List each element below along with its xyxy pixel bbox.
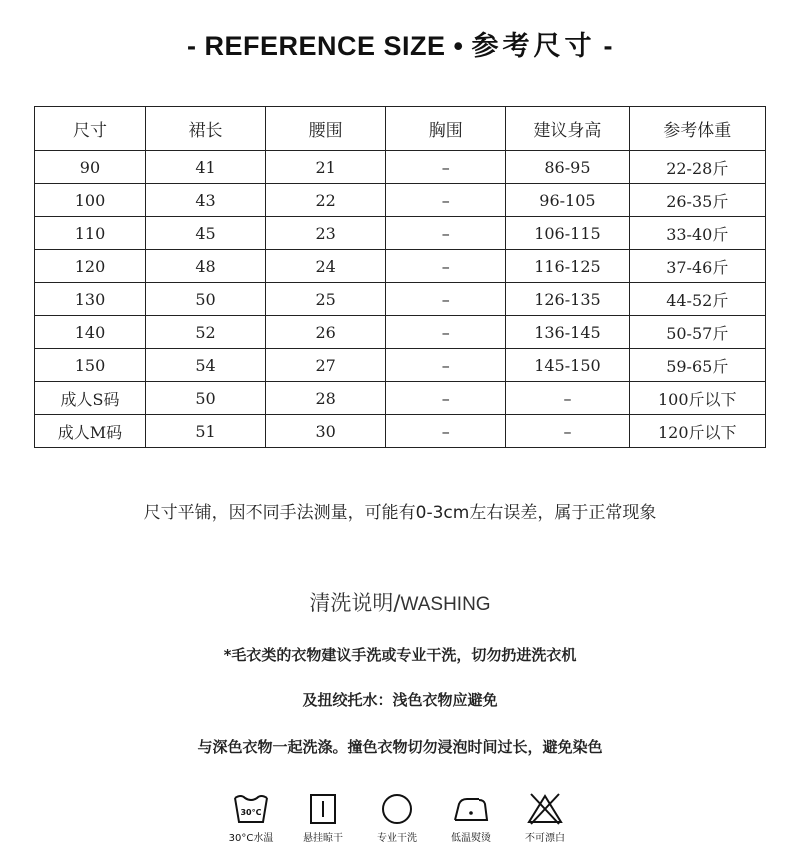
table-cell: 116-125 [506, 250, 629, 283]
table-cell: 28 [266, 382, 386, 415]
table-cell: 96-105 [506, 184, 629, 217]
table-cell: – [386, 151, 506, 184]
table-header-row [35, 107, 766, 151]
table-cell: 50-57斤 [629, 316, 765, 349]
table-cell: – [506, 415, 629, 448]
table-cell: 100斤以下 [629, 382, 765, 415]
table-cell: 52 [145, 316, 265, 349]
size-table [34, 106, 766, 448]
washing-line-1: *毛衣类的衣物建议手洗或专业干洗，切勿扔进洗衣机 [223, 646, 577, 664]
wash-temp-text: 30°C [240, 808, 262, 817]
table-cell: 86-95 [506, 151, 629, 184]
table-cell: – [386, 382, 506, 415]
washing-line-2: 及扭绞托水：浅色衣物应避免 [302, 691, 498, 709]
page-title [0, 24, 800, 63]
table-cell: 22-28斤 [629, 151, 765, 184]
table-cell: 140 [35, 316, 146, 349]
washing-line-3: 与深色衣物一起洗涤。撞色衣物切勿浸泡时间过长，避免染色 [197, 738, 603, 756]
care-label-dry-clean: 专业干洗 [377, 833, 417, 844]
column-header-height: 建议身高 [506, 107, 629, 151]
table-cell: 成人S码 [35, 382, 146, 415]
care-label-iron: 低温熨烫 [451, 833, 491, 844]
table-cell: 50 [145, 382, 265, 415]
dry-clean-icon [377, 792, 417, 826]
table-cell: 90 [35, 151, 146, 184]
table-cell: 26 [266, 316, 386, 349]
table-cell: 41 [145, 151, 265, 184]
table-cell: 33-40斤 [629, 217, 765, 250]
title-end: - [603, 31, 613, 61]
table-cell: 48 [145, 250, 265, 283]
column-header-size: 尺寸 [35, 107, 146, 151]
table-cell: 43 [145, 184, 265, 217]
title-cn: 参考尺寸 [471, 31, 596, 62]
hang-dry-icon [303, 792, 343, 826]
care-label-wash: 30°C水温 [228, 833, 274, 844]
table-cell: 120斤以下 [629, 415, 765, 448]
low-iron-icon [449, 792, 493, 826]
table-cell: 51 [145, 415, 265, 448]
table-cell: 25 [266, 283, 386, 316]
table-cell: 130 [35, 283, 146, 316]
no-bleach-icon [525, 792, 565, 826]
table-cell: 100 [35, 184, 146, 217]
table-cell: 50 [145, 283, 265, 316]
table-cell: 30 [266, 415, 386, 448]
table-cell: 145-150 [506, 349, 629, 382]
table-cell: 23 [266, 217, 386, 250]
table-cell: 106-115 [506, 217, 629, 250]
table-cell: – [386, 415, 506, 448]
column-header-weight: 参考体重 [629, 107, 765, 151]
table-row [35, 184, 766, 217]
table-cell: – [506, 382, 629, 415]
table-cell: – [386, 349, 506, 382]
table-cell: 45 [145, 217, 265, 250]
washing-title-en: WASHING [400, 594, 491, 615]
table-row [35, 316, 766, 349]
table-row [35, 217, 766, 250]
table-cell: 24 [266, 250, 386, 283]
column-header-skirt-length: 裙长 [145, 107, 265, 151]
table-row [35, 382, 766, 415]
washing-title [0, 587, 800, 617]
title-en: - REFERENCE SIZE • [186, 31, 464, 61]
table-cell: 110 [35, 217, 146, 250]
care-item-bleach [500, 792, 590, 844]
table-cell: – [386, 250, 506, 283]
table-cell: – [386, 184, 506, 217]
table-cell: 150 [35, 349, 146, 382]
table-row [35, 283, 766, 316]
washing-title-sep: / [393, 591, 401, 615]
table-cell: 26-35斤 [629, 184, 765, 217]
table-cell: 37-46斤 [629, 250, 765, 283]
table-cell: 54 [145, 349, 265, 382]
column-header-chest: 胸围 [386, 107, 506, 151]
table-cell: 120 [35, 250, 146, 283]
table-cell: 21 [266, 151, 386, 184]
table-cell: 59-65斤 [629, 349, 765, 382]
measurement-note: 尺寸平铺，因不同手法测量，可能有0-3cm左右误差，属于正常现象 [143, 503, 657, 523]
washing-title-cn: 清洗说明 [309, 591, 394, 615]
table-cell: – [386, 283, 506, 316]
table-cell: 成人M码 [35, 415, 146, 448]
care-label-hang: 悬挂晾干 [303, 833, 343, 844]
table-cell: – [386, 217, 506, 250]
table-cell: 136-145 [506, 316, 629, 349]
table-cell: 22 [266, 184, 386, 217]
table-cell: – [386, 316, 506, 349]
table-cell: 44-52斤 [629, 283, 765, 316]
table-cell: 27 [266, 349, 386, 382]
table-row [35, 349, 766, 382]
table-row [35, 151, 766, 184]
care-label-bleach: 不可漂白 [525, 833, 565, 844]
table-cell: 126-135 [506, 283, 629, 316]
table-row [35, 415, 766, 448]
table-row [35, 250, 766, 283]
wash-30-icon [231, 792, 271, 826]
column-header-waist: 腰围 [266, 107, 386, 151]
